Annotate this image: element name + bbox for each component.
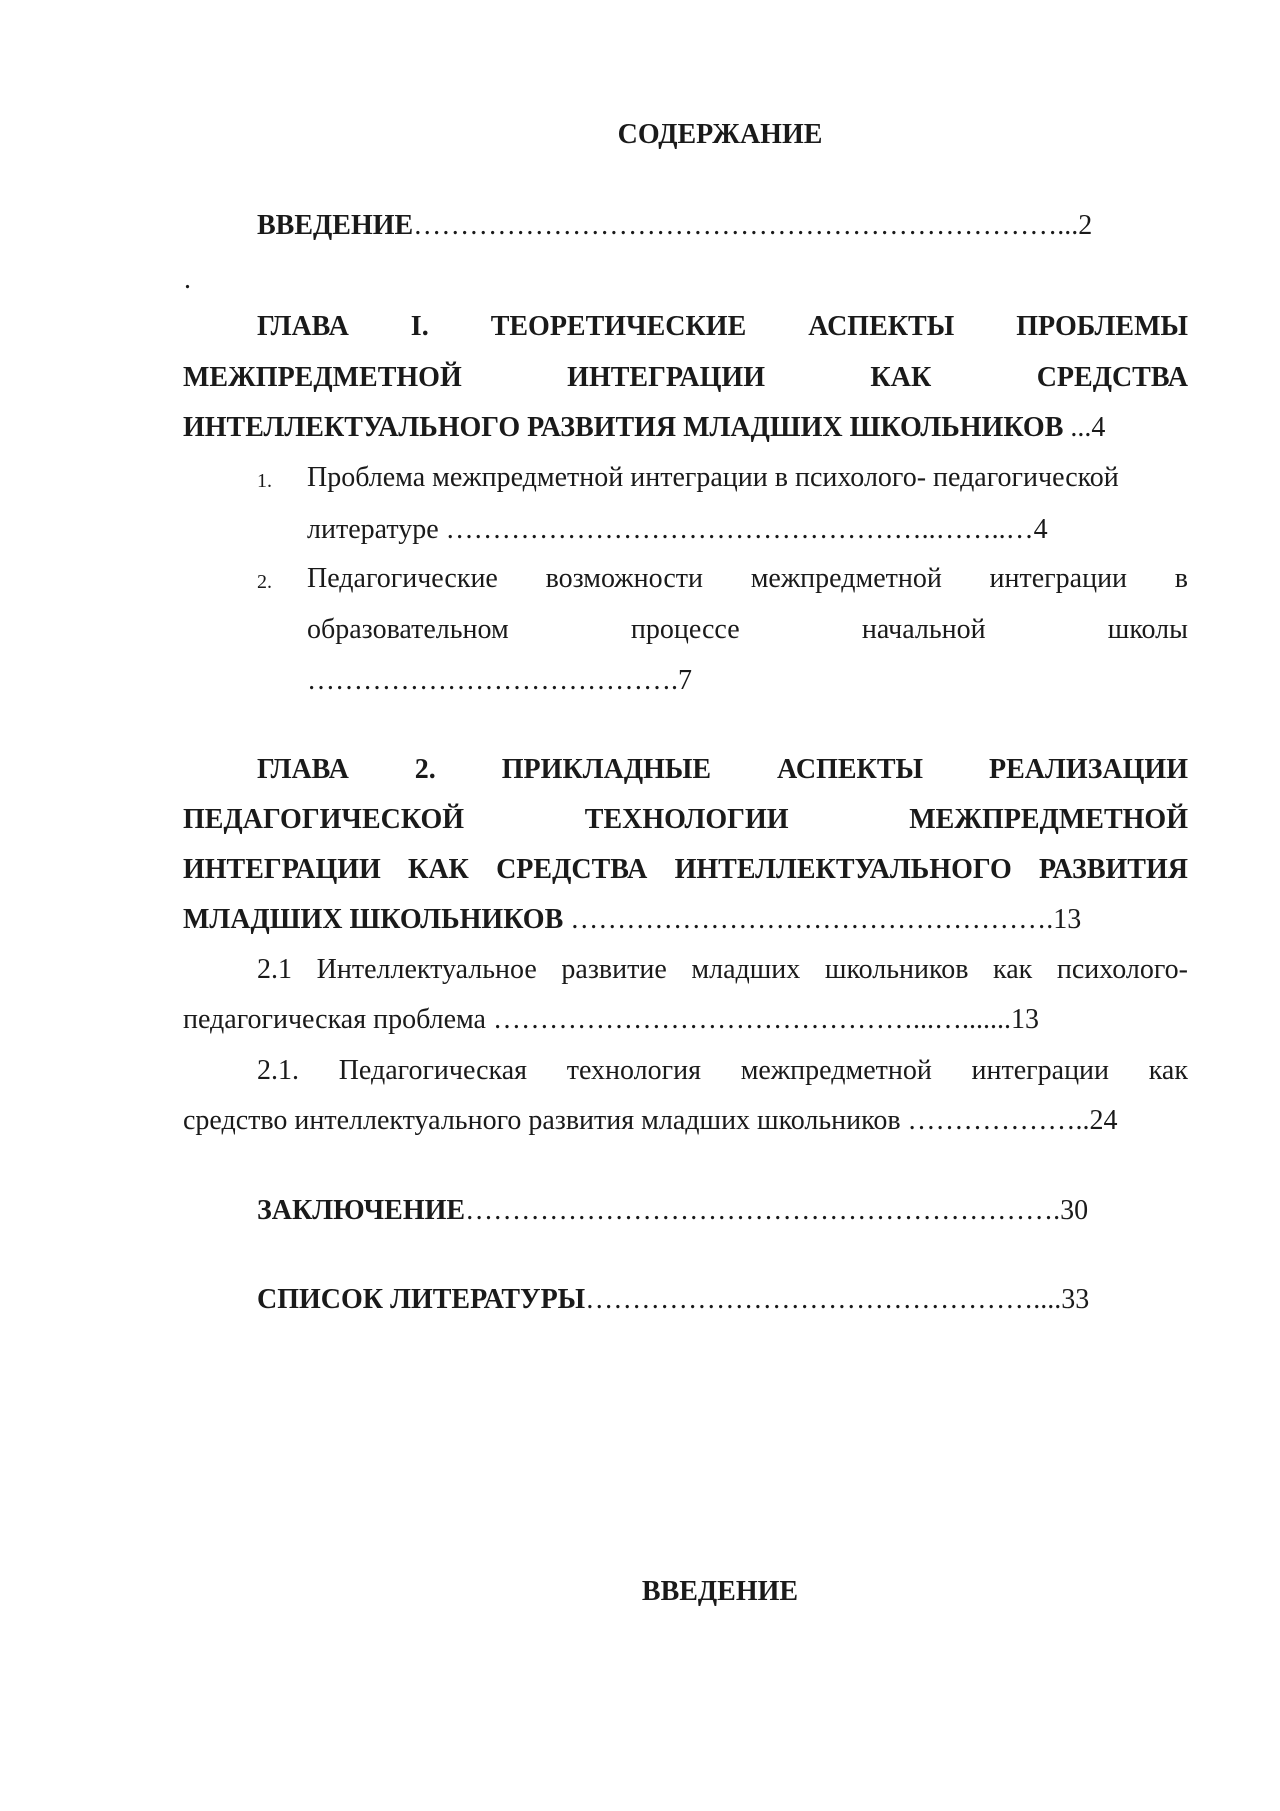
section1-1-line1: Проблема межпредметной интеграции в психолого- педагогической — [307, 462, 1119, 493]
toc-entry-intro[interactable] — [257, 212, 1092, 240]
chapter1-page: ...4 — [1063, 412, 1106, 443]
section1-2-word: Педагогические — [307, 563, 498, 594]
toc-conclusion-label: ЗАКЛЮЧЕНИЕ — [257, 1195, 466, 1226]
section2-1-word: развитие — [561, 954, 667, 985]
chapter2-word: ПЕДАГОГИЧЕСКОЙ — [183, 804, 465, 835]
section2-2-word: Педагогическая — [338, 1055, 528, 1086]
chapter2-word: МЕЖПРЕДМЕТНОЙ — [909, 804, 1188, 835]
section2-1-line1 — [257, 956, 1188, 984]
chapter1-word: КАК — [870, 362, 932, 393]
chapter1-word: СРЕДСТВА — [1036, 362, 1188, 393]
section1-2-word: межпредметной — [750, 563, 942, 594]
section2-2-line1 — [257, 1057, 1188, 1085]
chapter1-word: ТЕОРЕТИЧЕСКИЕ — [490, 311, 747, 342]
section1-2-word: интеграции — [989, 563, 1128, 594]
toc-entry-conclusion[interactable] — [257, 1197, 1088, 1225]
chapter2-page: …………………………………………….13 — [563, 904, 1082, 935]
section2-1-word: младших — [691, 954, 801, 985]
section1-2-word: образовательном — [307, 614, 509, 645]
chapter2-word: РАЗВИТИЯ — [1039, 854, 1188, 885]
toc-intro-label: ВВЕДЕНИЕ — [257, 210, 414, 241]
section2-1-word: школьников — [824, 954, 969, 985]
toc-title: СОДЕРЖАНИЕ — [617, 119, 823, 150]
section1-2-word: возможности — [545, 563, 703, 594]
section1-2-word: процессе — [630, 614, 740, 645]
chapter2-word: КАК — [408, 854, 469, 885]
chapter2-word: ИНТЕЛЛЕКТУАЛЬНОГО — [674, 854, 1012, 885]
chapter2-word: 2. — [414, 754, 436, 785]
section2-1-word: как — [993, 954, 1033, 985]
chapter1-word: АСПЕКТЫ — [808, 311, 955, 342]
section2-2-word: как — [1148, 1055, 1188, 1086]
toc-references-page: 33 — [1061, 1284, 1090, 1315]
chapter1-word: I. — [410, 311, 429, 342]
section2-1-line2: педагогическая проблема ………………………………………...….......13 — [183, 1004, 1039, 1035]
chapter1-word: ГЛАВА — [257, 311, 349, 342]
section1-2-word: в — [1174, 563, 1188, 594]
chapter2-word: ТЕХНОЛОГИИ — [584, 804, 789, 835]
toc-entry-references[interactable] — [257, 1286, 1089, 1314]
toc-intro-page: 2 — [1078, 210, 1093, 241]
section1-2-number: 2. — [257, 571, 272, 593]
section2-1-word: Интеллектуальное — [316, 954, 537, 985]
section1-2-line3: ………………………………….7 — [307, 665, 692, 696]
toc-references-dots: ………………………………………….... — [585, 1284, 1062, 1315]
chapter1-line3 — [183, 414, 1105, 442]
chapter1-line2 — [183, 364, 1188, 392]
chapter2-word: ИНТЕГРАЦИИ — [183, 854, 381, 885]
chapter1-word: ПРОБЛЕМЫ — [1016, 311, 1188, 342]
toc-conclusion-page: 30 — [1060, 1195, 1089, 1226]
section2-1-word: 2.1 — [257, 954, 292, 985]
chapter2-word: АСПЕКТЫ — [777, 754, 924, 785]
chapter2-word: РЕАЛИЗАЦИИ — [989, 754, 1188, 785]
toc-intro-dots: ……………………………………………………………... — [413, 210, 1079, 241]
stray-dot: . — [184, 264, 191, 295]
chapter1-word: ИНТЕГРАЦИИ — [567, 362, 765, 393]
chapter1-title-end: ИНТЕЛЛЕКТУАЛЬНОГО РАЗВИТИЯ МЛАДШИХ ШКОЛЬНИКОВ — [183, 412, 1064, 443]
section2-2-word: 2.1. — [257, 1055, 299, 1086]
chapter2-line2 — [183, 806, 1188, 834]
toc-references-label: СПИСОК ЛИТЕРАТУРЫ — [257, 1284, 586, 1315]
toc-conclusion-dots: ………………………………………………………. — [465, 1195, 1061, 1226]
chapter2-title-end: МЛАДШИХ ШКОЛЬНИКОВ — [183, 904, 564, 935]
section1-2-line2 — [307, 616, 1188, 644]
chapter2-line1 — [257, 756, 1188, 784]
chapter2-word: ПРИКЛАДНЫЕ — [501, 754, 712, 785]
chapter1-word: МЕЖПРЕДМЕТНОЙ — [183, 362, 462, 393]
section1-2-line1 — [307, 565, 1188, 593]
next-section-heading: ВВЕДЕНИЕ — [641, 1576, 799, 1607]
chapter2-line4 — [183, 906, 1081, 934]
section1-2-word: начальной — [861, 614, 986, 645]
chapter2-word: ГЛАВА — [257, 754, 349, 785]
section2-2-word: технология — [566, 1055, 701, 1086]
section1-2-word: школы — [1107, 614, 1188, 645]
section2-2-word: межпредметной — [740, 1055, 932, 1086]
section2-2-word: интеграции — [971, 1055, 1110, 1086]
chapter2-line3 — [183, 856, 1188, 884]
chapter2-word: СРЕДСТВА — [496, 854, 648, 885]
section2-2-line2: средство интеллектуального развития младших школьников ………………..24 — [183, 1105, 1118, 1136]
section1-1-line2: литературе ……………………………………………..……..…4 — [307, 514, 1048, 545]
section2-1-word: психолого- — [1056, 954, 1188, 985]
chapter1-line1 — [257, 313, 1188, 341]
section1-1-number: 1. — [257, 470, 272, 492]
